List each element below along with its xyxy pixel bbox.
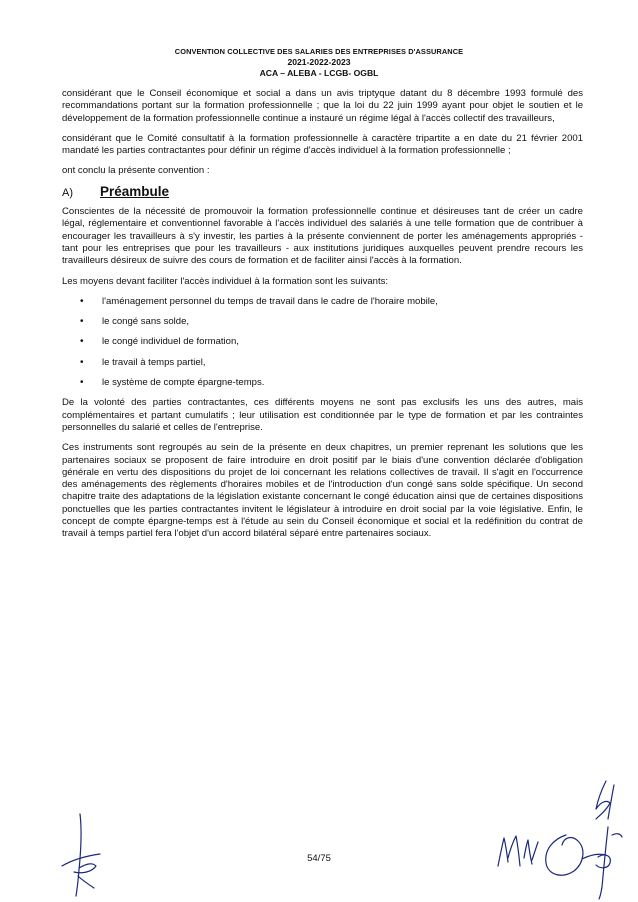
bullet-icon: •	[80, 316, 84, 328]
list-item	[62, 316, 583, 328]
header-years: 2021-2022-2023	[287, 57, 351, 67]
document-header	[0, 46, 638, 79]
header-parties: ACA – ALEBA - LCGB- OGBL	[259, 68, 379, 78]
section-heading	[62, 183, 583, 199]
list-item-text: l'aménagement personnel du temps de travail dans le cadre de l'horaire mobile,	[102, 295, 438, 307]
section-letter: A)	[62, 186, 73, 199]
list-item	[62, 296, 583, 308]
bullet-icon: •	[80, 377, 84, 389]
list-item	[62, 336, 583, 348]
paragraph-conclusion: ont conclu la présente convention :	[62, 165, 210, 177]
page-number: 54/75	[307, 853, 331, 864]
preambule-paragraph-3: De la volonté des parties contractantes, ces différents moyens ne sont pas exclusifs les uns des autres, mais complémentaires et partant cumulatifs ; leur utilisation est conditionnée par le type de formation et par les contraintes personnelles du salarié et celles de l'entreprise.	[62, 397, 583, 433]
signature-left-icon	[52, 810, 112, 900]
preambule-paragraph-1: Conscientes de la nécessité de promouvoir la formation professionnelle continue et désireuses tant de créer un cadre légal, réglementaire et conventionnel favorable à l'accès individuel des salariés à une telle formation que de contribuer à encourager les travailleurs à s'y investir, les parties à la présente conviennent de porter les aménagements appropriés - tant pour les entreprises que pour les travailleurs - aux institutions juridiques auxquelles peuvent prendre recours les travailleurs désireux de suivre des cours de formation et de faciliter ainsi l'accès à la formation.	[62, 206, 583, 267]
bullet-icon: •	[80, 336, 84, 348]
document-body	[62, 88, 583, 549]
paragraph-considerant-2: considérant que le Comité consultatif à la formation professionnelle à caractère tripartite a en date du 21 février 2001 mandaté les parties contractantes pour définir un régime d'accès individuel à la formation professionnelle ;	[62, 132, 583, 157]
list-item	[62, 377, 583, 389]
header-title: CONVENTION COLLECTIVE DES SALARIES DES ENTREPRISES D'ASSURANCE	[174, 47, 464, 56]
list-item-text: le congé individuel de formation,	[102, 336, 239, 348]
bullet-icon: •	[80, 295, 84, 307]
list-item-text: le système de compte épargne-temps.	[102, 377, 265, 389]
section-title: Préambule	[100, 183, 170, 199]
paragraph-considerant-1: considérant que le Conseil économique et social a dans un avis triptyque datant du 8 décembre 1993 formulé des recommandations portant sur la formation professionnelle ; que la loi du 22 juin 1999 ayant pour objet le soutien et le développement de la formation professionnelle continue a instauré un régime légal à l'accès collectif des travailleurs,	[62, 88, 583, 124]
signature-right-icon	[536, 775, 626, 900]
bullet-icon: •	[80, 356, 84, 368]
means-list	[62, 296, 583, 389]
list-item	[62, 357, 583, 369]
preambule-paragraph-4: Ces instruments sont regroupés au sein de la présente en deux chapitres, un premier reprenant les solutions que les partenaires sociaux se proposent de faire introduire en droit positif par le biais d'une convention déclarée d'obligation générale en vertu des dispositions du projet de loi concernant les relations collectives de travail. Il s'agit en l'occurrence des aménagements des règlements d'horaires mobiles et de l'introduction d'un congé sans solde spécifique. Un second chapitre traite des adaptations de la législation existante concernant le congé éducation ainsi que de certaines dispositions ponctuelles que les parties contractantes invitent le législateur à introduire en droit social par la voie législative. Enfin, le concept de compte épargne-temps est à l'étude au sein du Conseil économique et social et la redéfinition du contrat de travail à temps partiel fera l'objet d'un accord bilatéral séparé entre partenaires sociaux.	[62, 442, 583, 540]
list-item-text: le travail à temps partiel,	[102, 356, 206, 368]
preambule-paragraph-2: Les moyens devant faciliter l'accès individuel à la formation sont les suivants:	[62, 275, 389, 287]
list-item-text: le congé sans solde,	[102, 316, 190, 328]
